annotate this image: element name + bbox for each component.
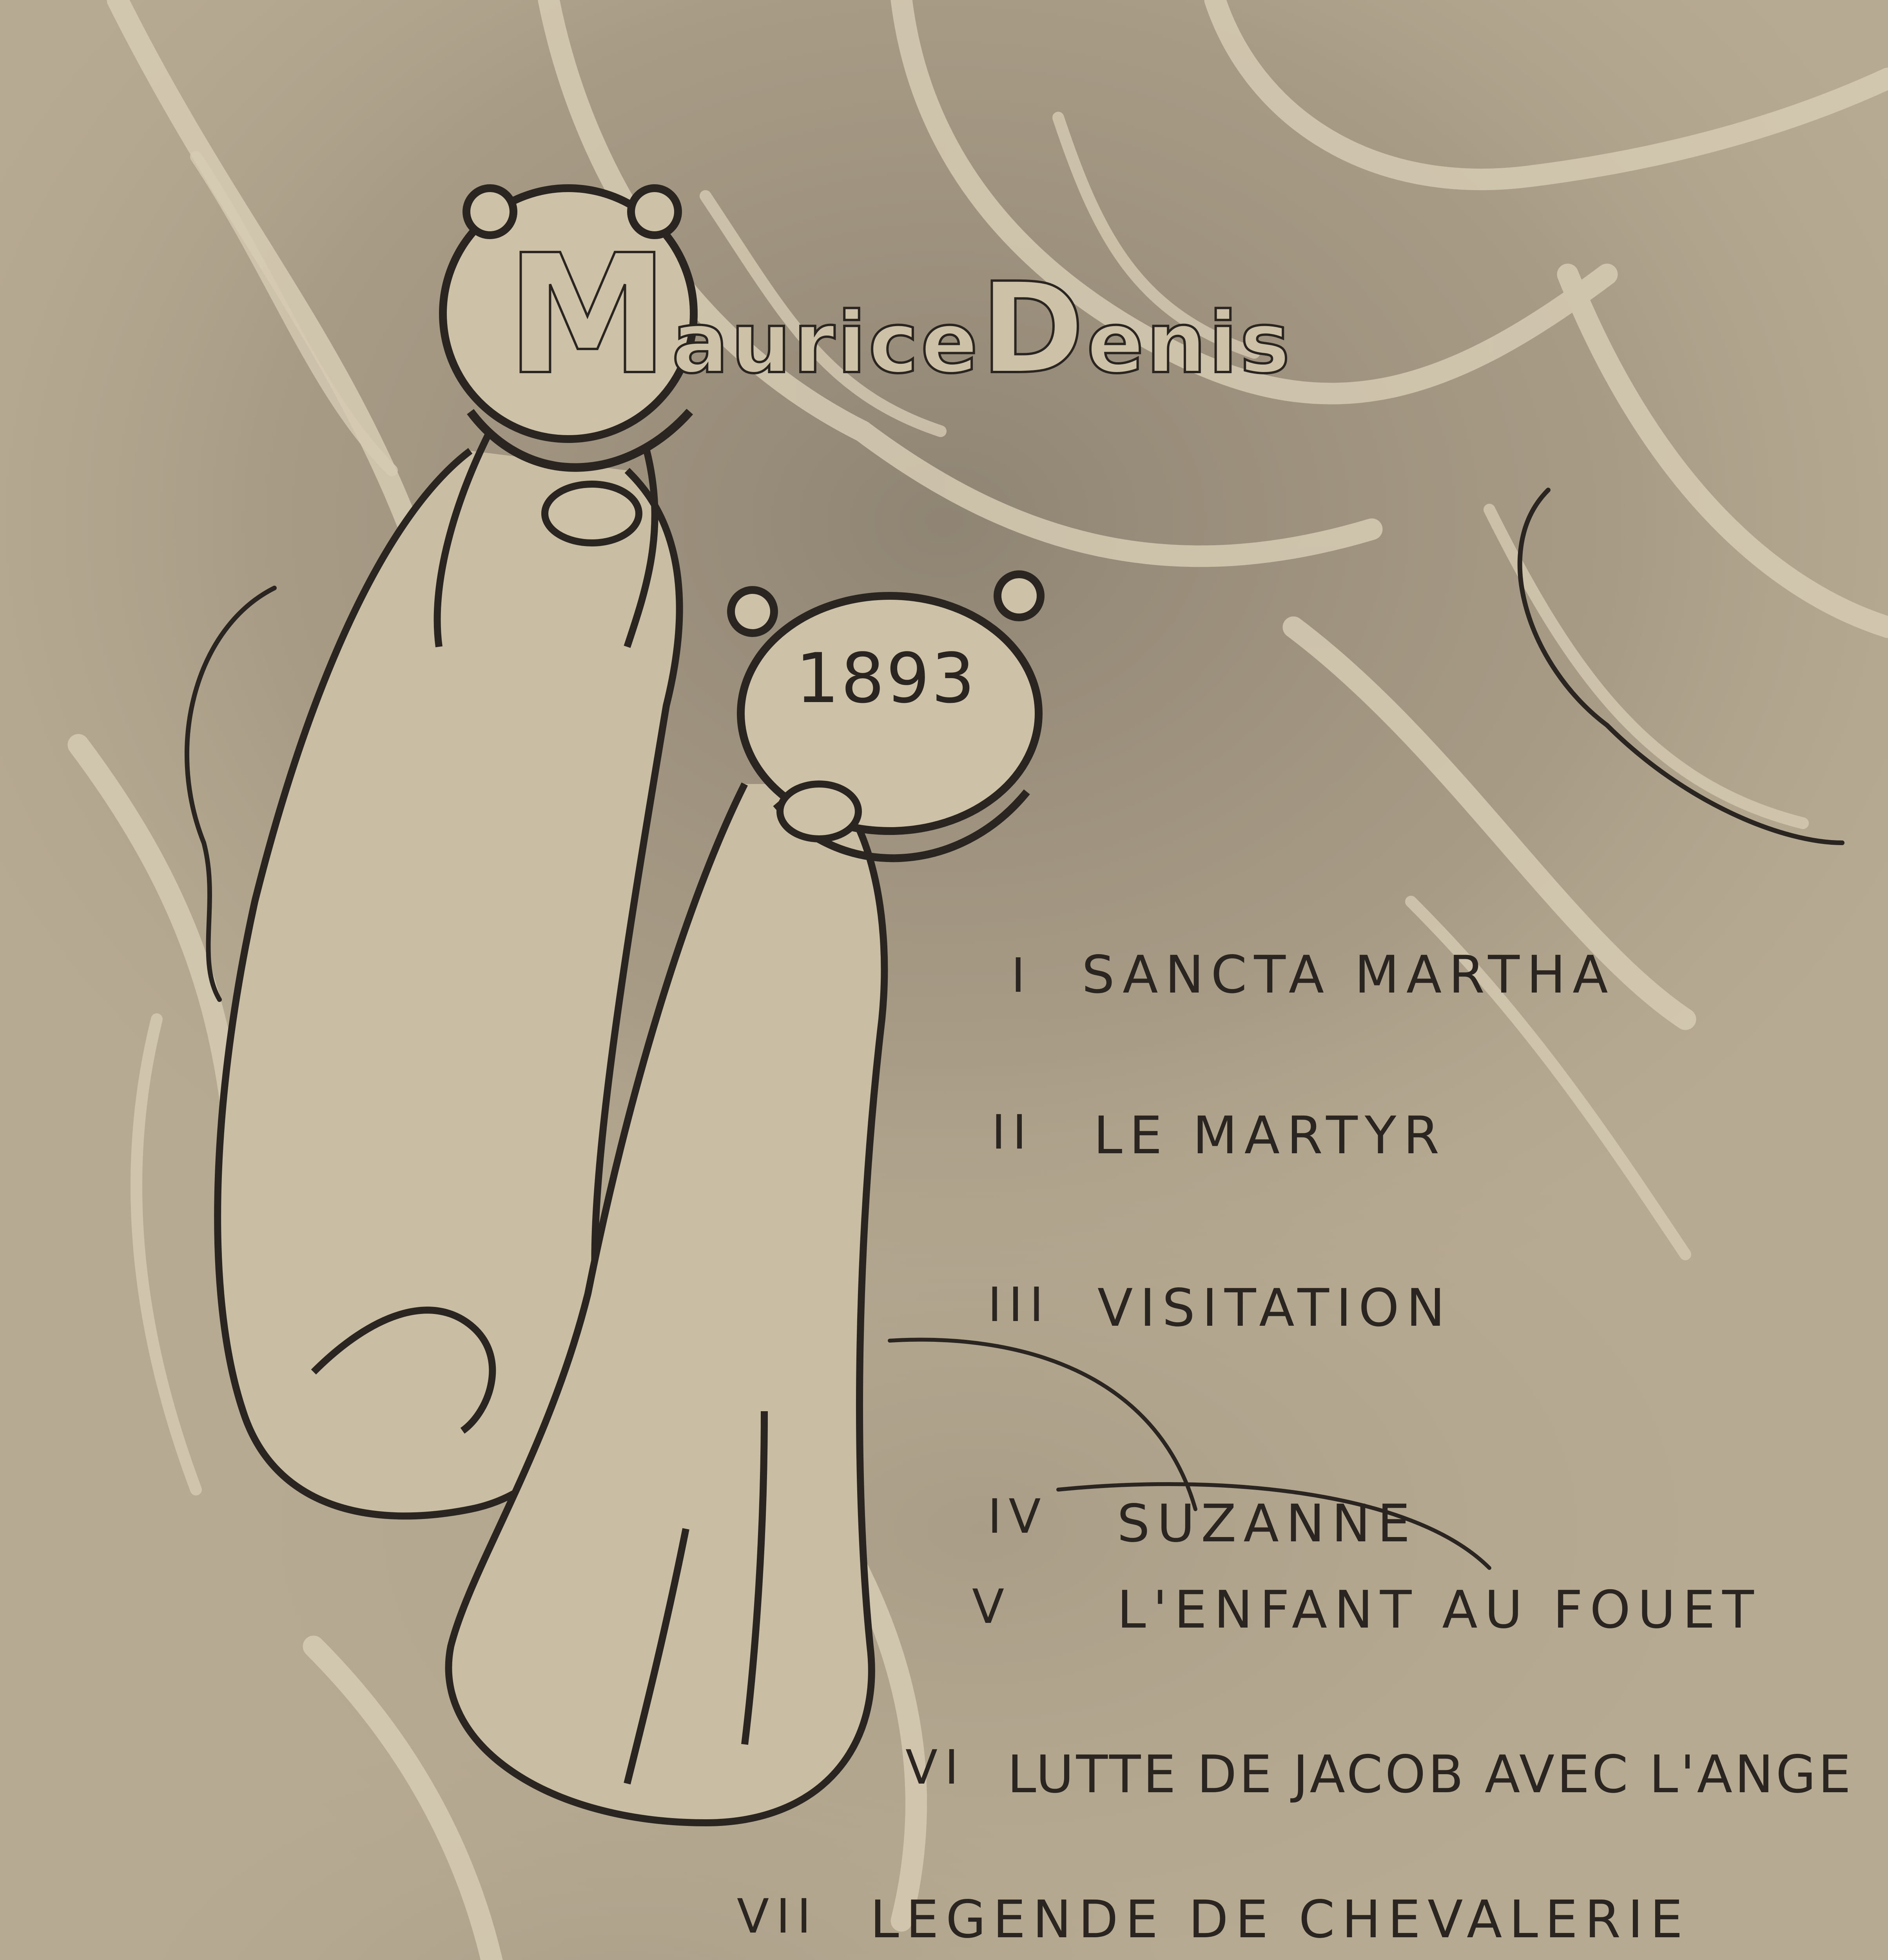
item-4-numeral: IV xyxy=(988,1490,1048,1544)
item-2-numeral: II xyxy=(992,1105,1034,1160)
item-4-title: SUZANNE xyxy=(1117,1494,1417,1554)
item-7-title: LEGENDE DE CHEVALERIE xyxy=(870,1889,1690,1950)
artist-last-rest: enis xyxy=(1086,294,1293,392)
artist-name xyxy=(506,220,1292,411)
artist-first-rest: aurice xyxy=(671,294,981,392)
figure-right-head xyxy=(780,784,858,839)
artist-initial-d: D xyxy=(980,256,1087,402)
item-5-numeral: V xyxy=(972,1580,1012,1634)
item-3-numeral: III xyxy=(988,1278,1051,1332)
item-7-numeral: VII xyxy=(737,1889,818,1944)
item-6-title: LUTTE DE JACOB AVEC L'ANGE xyxy=(1007,1744,1854,1805)
item-1-title: SANCTA MARTHA xyxy=(1082,945,1615,1005)
item-2-title: LE MARTYR xyxy=(1094,1105,1447,1166)
item-3-title: VISITATION xyxy=(1097,1278,1452,1338)
figure-left-head xyxy=(545,484,639,543)
artist-initial-m: M xyxy=(506,220,672,411)
item-1-numeral: I xyxy=(1011,949,1032,1003)
item-5-title: L'ENFANT AU FOUET xyxy=(1117,1580,1761,1640)
year-label: 1893 xyxy=(796,639,977,719)
item-6-numeral: VI xyxy=(905,1740,966,1795)
